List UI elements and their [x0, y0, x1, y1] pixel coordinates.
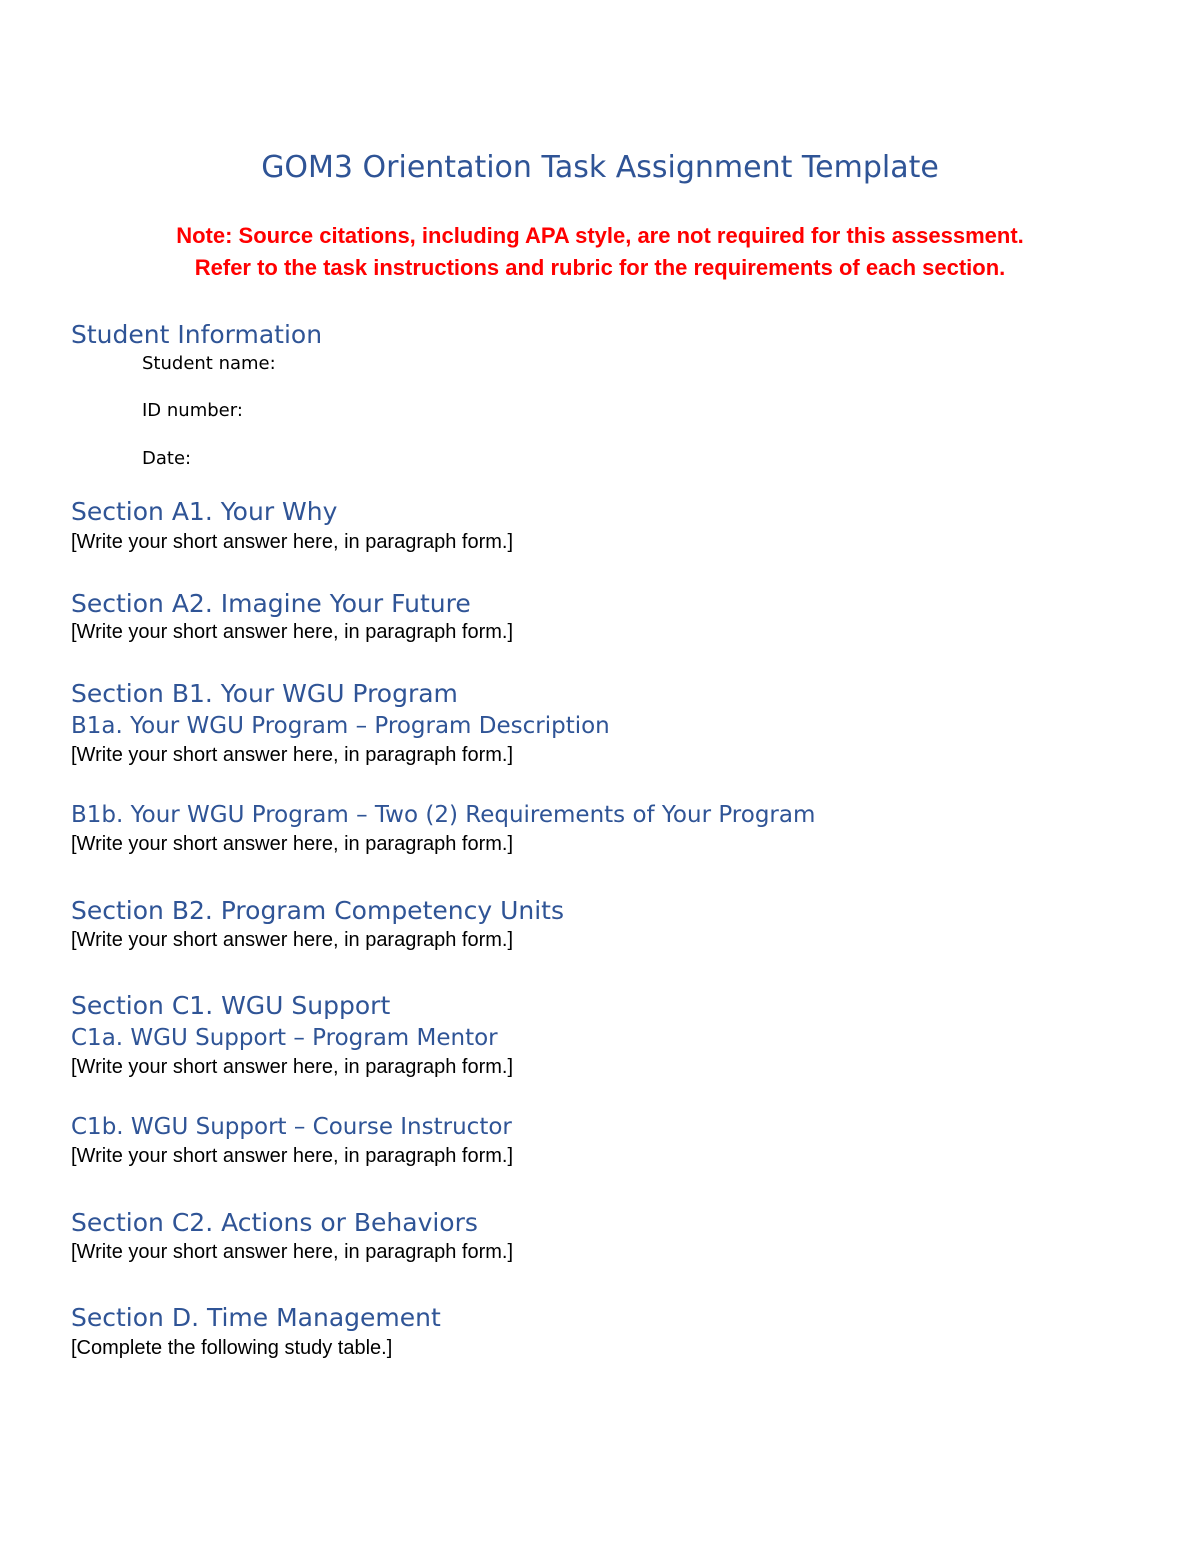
date-label: Date:: [142, 448, 192, 469]
section-d-answer: [Complete the following study table.]: [71, 1337, 393, 1359]
section-b1b-heading: B1b. Your WGU Program – Two (2) Requirements of Your Program: [71, 802, 816, 828]
section-a1-answer: [Write your short answer here, in paragraph form.]: [71, 531, 514, 553]
section-a2-answer: [Write your short answer here, in paragraph form.]: [71, 621, 514, 643]
id-number-label: ID number:: [142, 400, 243, 421]
section-c2-answer: [Write your short answer here, in paragraph form.]: [71, 1241, 514, 1263]
section-b1-heading: Section B1. Your WGU Program: [71, 679, 458, 708]
section-a1-heading: Section A1. Your Why: [71, 497, 338, 526]
section-c1b-heading: C1b. WGU Support – Course Instructor: [71, 1114, 512, 1140]
document-title: GOM3 Orientation Task Assignment Template: [261, 150, 939, 185]
section-a2-heading: Section A2. Imagine Your Future: [71, 589, 471, 618]
student-name-label: Student name:: [142, 353, 276, 374]
section-b2-heading: Section B2. Program Competency Units: [71, 896, 564, 925]
section-d-heading: Section D. Time Management: [71, 1303, 441, 1332]
section-b2-answer: [Write your short answer here, in paragraph form.]: [71, 929, 514, 951]
section-c1a-heading: C1a. WGU Support – Program Mentor: [71, 1025, 498, 1051]
section-b1a-heading: B1a. Your WGU Program – Program Description: [71, 713, 610, 739]
note-line-1: Note: Source citations, including APA style, are not required for this assessment.: [176, 223, 1024, 248]
section-c1a-answer: [Write your short answer here, in paragraph form.]: [71, 1056, 514, 1078]
section-c1-heading: Section C1. WGU Support: [71, 991, 391, 1020]
section-b1a-answer: [Write your short answer here, in paragraph form.]: [71, 744, 514, 766]
section-b1b-answer: [Write your short answer here, in paragraph form.]: [71, 833, 514, 855]
student-information-heading: Student Information: [71, 320, 323, 349]
section-c2-heading: Section C2. Actions or Behaviors: [71, 1208, 478, 1237]
section-c1b-answer: [Write your short answer here, in paragraph form.]: [71, 1145, 514, 1167]
note-line-2: Refer to the task instructions and rubric for the requirements of each section.: [194, 255, 1006, 280]
